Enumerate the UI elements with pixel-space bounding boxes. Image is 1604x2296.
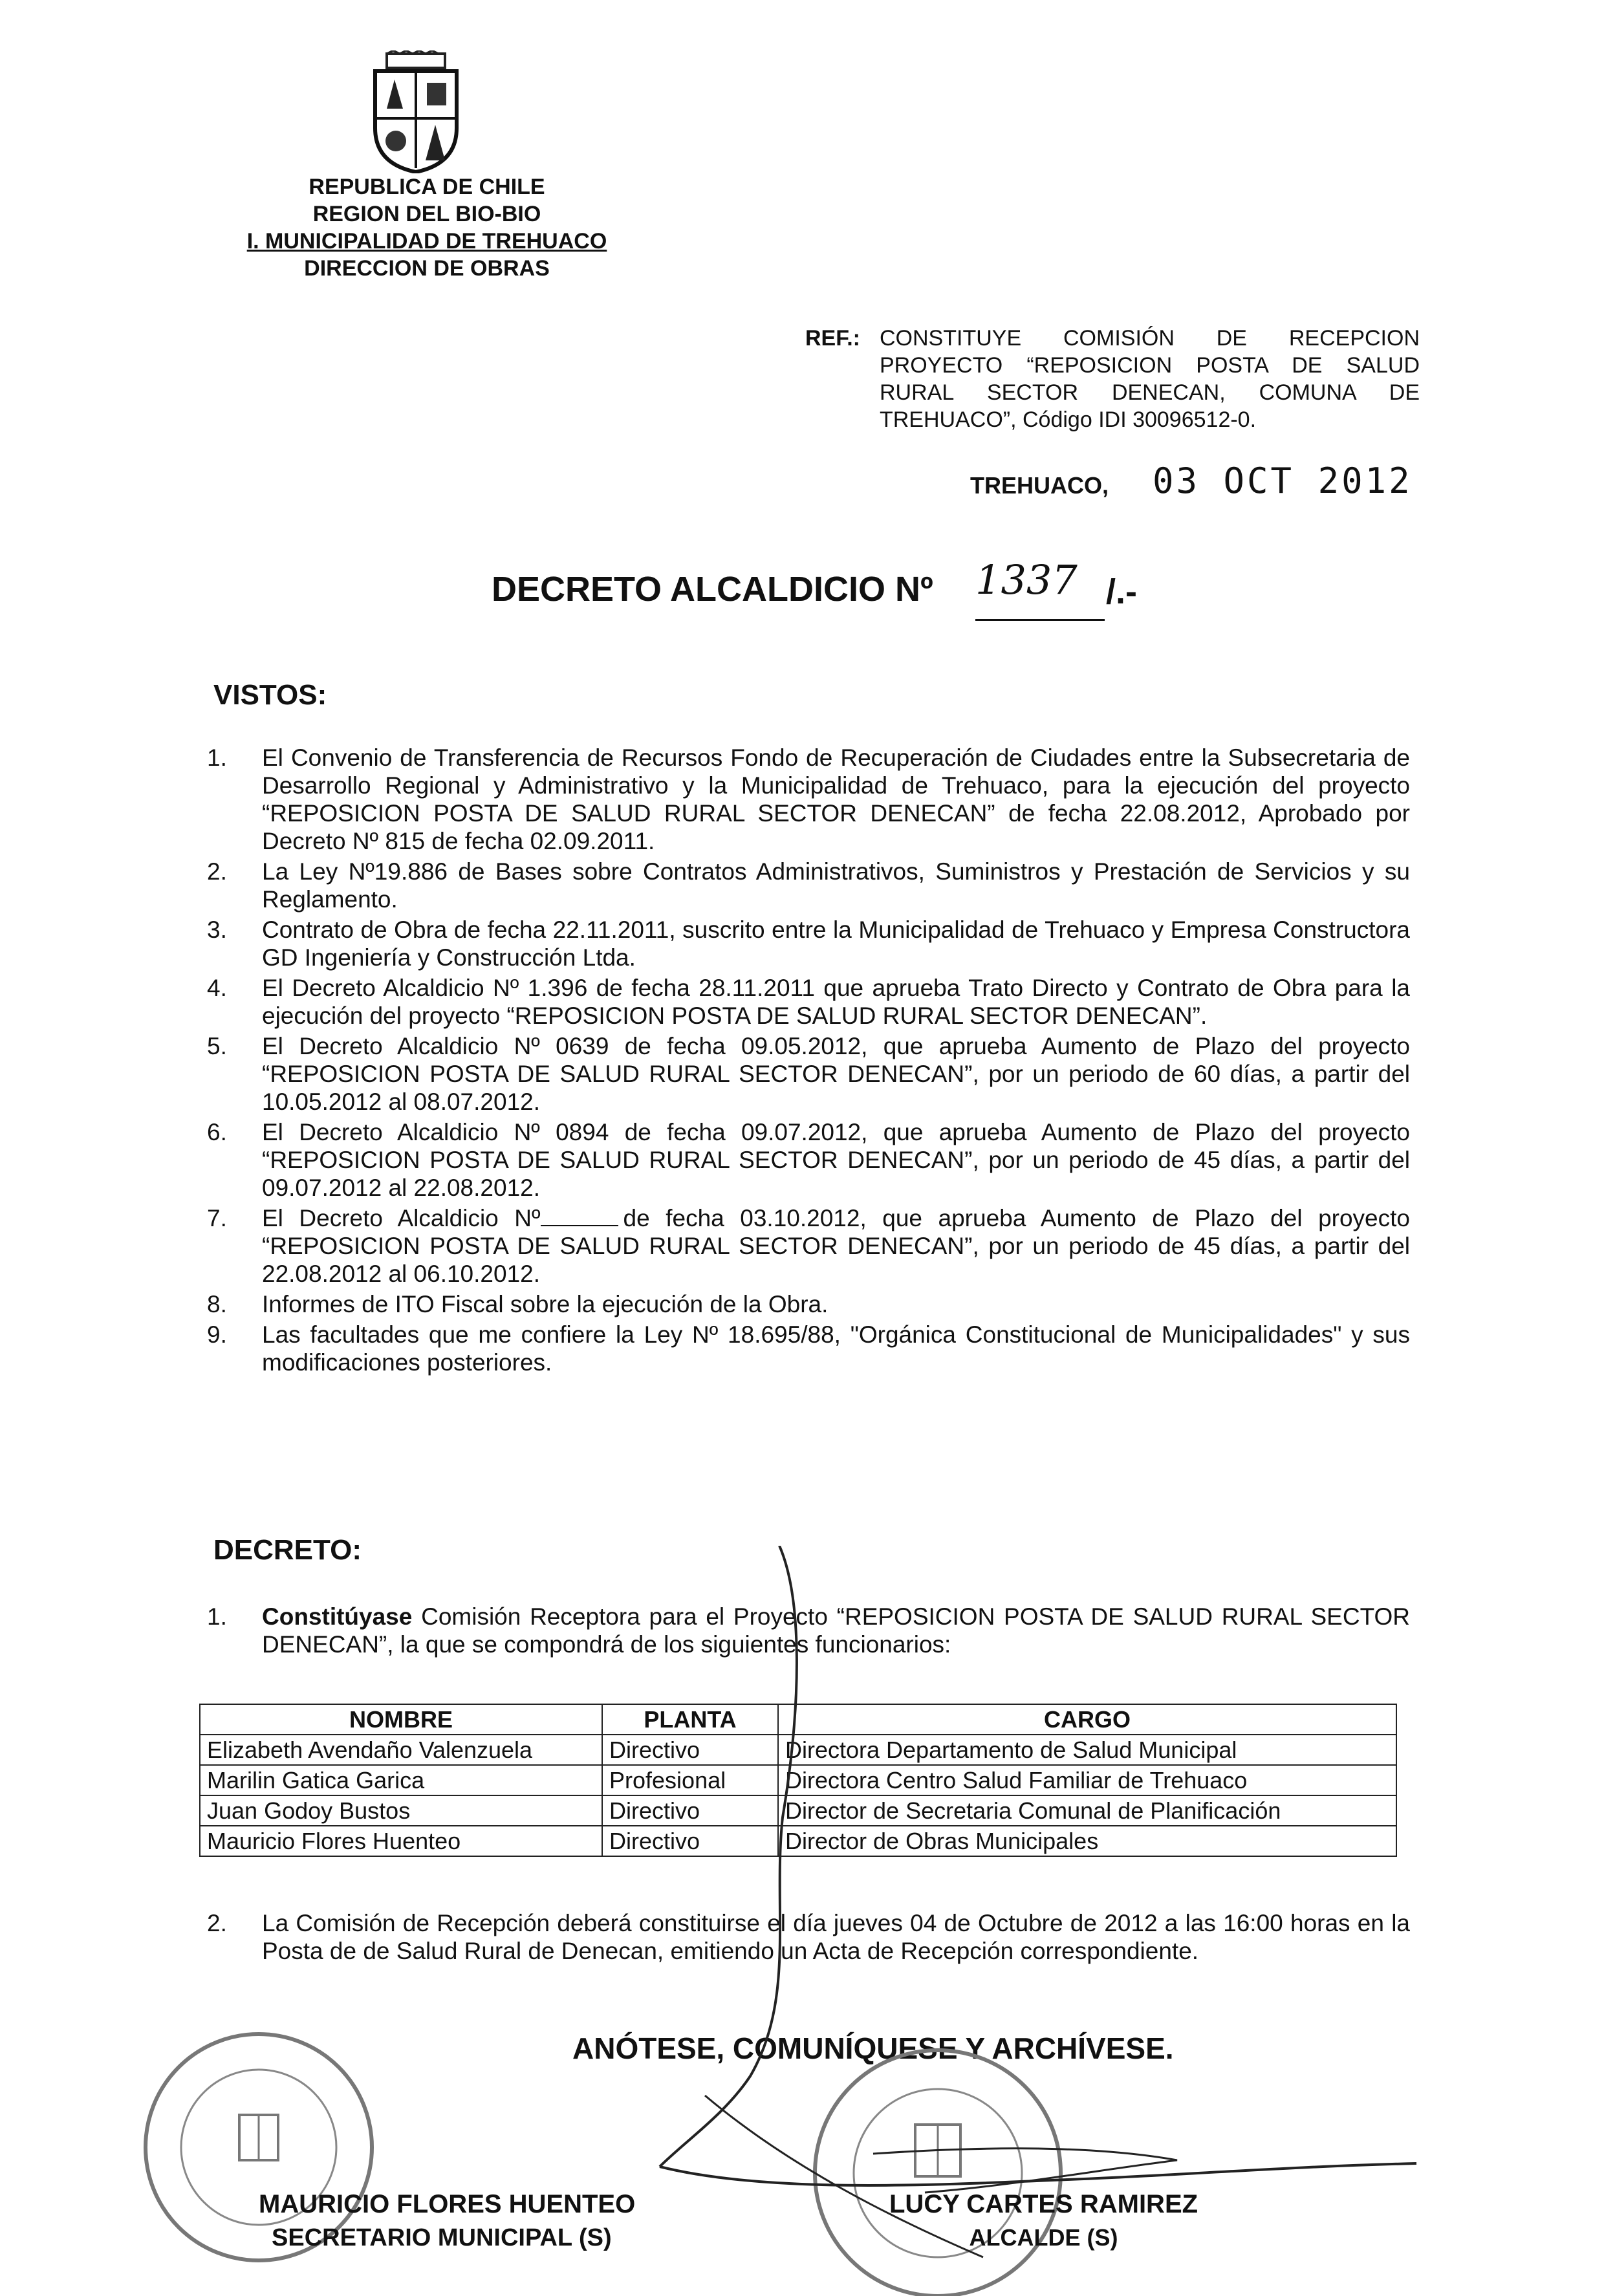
item-text-after: de fecha 03.10.2012, que aprueba Aumento de Plazo del proyecto “REPOSICION POSTA DE SALUD RURAL SECTOR DENECAN”, por un periodo de 45 días, a partir del 22.08.2012 al 06.10.2012. — [262, 1205, 1410, 1287]
table-cell: Director de Secretaria Comunal de Planificación — [778, 1795, 1396, 1826]
list-item — [207, 974, 1410, 1030]
table-cell: Directivo — [602, 1826, 778, 1856]
item-text: El Decreto Alcaldicio Nº 1.396 de fecha 28.11.2011 que aprueba Trato Directo y Contrato de Obra para la ejecución del proyecto “REPOSICION POSTA DE SALUD RURAL SECTOR DENECAN”. — [262, 975, 1410, 1029]
decreto-heading: DECRETO: — [213, 1534, 362, 1566]
table-cell: Directora Departamento de Salud Municipal — [778, 1735, 1396, 1765]
closing-formula: ANÓTESE, COMUNÍQUESE Y ARCHÍVESE. — [572, 2031, 1174, 2065]
item-text: Informes de ITO Fiscal sobre la ejecución de la Obra. — [262, 1291, 829, 1317]
item-number: 5. — [207, 1033, 227, 1059]
date-stamp: 03 OCT 2012 — [1153, 460, 1413, 501]
secretary-signature-block — [259, 2187, 635, 2255]
mayor-name: LUCY CARTES RAMIREZ — [889, 2190, 1198, 2218]
item-text: El Decreto Alcaldicio Nº 0639 de fecha 09.05.2012, que aprueba Aumento de Plazo del proyecto “REPOSICION POSTA DE SALUD RURAL SECTOR DENECAN”, por un periodo de 60 días, a partir del 10.05.2012 al 08.07.2012. — [262, 1033, 1410, 1115]
table-cell: Marilin Gatica Garica — [200, 1765, 602, 1795]
coat-of-arms-icon — [367, 50, 464, 173]
vistos-heading: VISTOS: — [213, 679, 327, 711]
letterhead-region: REGION DEL BIO-BIO — [312, 202, 541, 226]
item-text: Las facultades que me confiere la Ley Nº 18.695/88, "Orgánica Constitucional de Municipalidades" y sus modificaciones posteriores. — [262, 1321, 1410, 1376]
table-cell: Mauricio Flores Huenteo — [200, 1826, 602, 1856]
item-text: La Ley Nº19.886 de Bases sobre Contratos Administrativos, Suministros y Prestación de Servicios y su Reglamento. — [262, 858, 1410, 913]
item-number: 7. — [207, 1205, 227, 1231]
item-text: El Convenio de Transferencia de Recursos Fondo de Recuperación de Ciudades entre la Subsecretaria de Desarrollo Regional y Administrativo y la Municipalidad de Trehuaco, para la ejecución del proyecto “REPOSICION POSTA DE SALUD RURAL SECTOR DENECAN” de fecha 22.08.2012, Aprobado por Decreto Nº 815 de fecha 02.09.2011. — [262, 744, 1410, 854]
list-item — [207, 1321, 1410, 1376]
item-text: La Comisión de Recepción deberá constituirse el día jueves 04 de Octubre de 2012 a las 16:00 horas en la Posta de de Salud Rural de Denecan, emitiendo un Acta de Recepción correspondiente. — [262, 1910, 1410, 1964]
list-item — [207, 1204, 1410, 1288]
table-cell: Directivo — [602, 1735, 778, 1765]
table-cell: Elizabeth Avendaño Valenzuela — [200, 1735, 602, 1765]
table-cell: Directivo — [602, 1795, 778, 1826]
item-text-before: El Decreto Alcaldicio Nº — [262, 1205, 541, 1231]
secretary-role: SECRETARIO MUNICIPAL (S) — [272, 2224, 612, 2251]
decree-number-underline — [975, 619, 1105, 621]
item-text: El Decreto Alcaldicio Nº 0894 de fecha 09.07.2012, que aprueba Aumento de Plazo del proyecto “REPOSICION POSTA DE SALUD RURAL SECTOR DENECAN”, por un periodo de 45 días, a partir del 09.07.2012 al 22.08.2012. — [262, 1119, 1410, 1201]
table-cell: Profesional — [602, 1765, 778, 1795]
list-item — [207, 916, 1410, 971]
item-number: 1. — [207, 744, 227, 771]
item-number: 2. — [207, 1910, 227, 1936]
table-cell: Director de Obras Municipales — [778, 1826, 1396, 1856]
list-item — [207, 1290, 1410, 1318]
handwritten-decree-number: 1337 — [975, 556, 1078, 603]
decree-title: DECRETO ALCALDICIO Nº — [492, 570, 933, 609]
table-cell: Juan Godoy Bustos — [200, 1795, 602, 1826]
item-number: 1. — [207, 1603, 227, 1630]
column-header: PLANTA — [602, 1704, 778, 1735]
table-cell: Directora Centro Salud Familiar de Trehuaco — [778, 1765, 1396, 1795]
letterhead-department: DIRECCION DE OBRAS — [304, 256, 550, 281]
blank-number-field — [541, 1225, 618, 1226]
item-number: 3. — [207, 916, 227, 943]
letterhead — [207, 173, 647, 282]
column-header: NOMBRE — [200, 1704, 602, 1735]
vistos-list — [207, 744, 1410, 1379]
item-number: 6. — [207, 1119, 227, 1145]
mayor-signature-block — [889, 2187, 1198, 2255]
item-text: Contrato de Obra de fecha 22.11.2011, suscrito entre la Municipalidad de Trehuaco y Empresa Constructora GD Ingeniería y Construcción Ltda. — [262, 916, 1410, 971]
secretary-name: MAURICIO FLORES HUENTEO — [259, 2190, 636, 2218]
letterhead-municipality: I. MUNICIPALIDAD DE TREHUACO — [246, 229, 607, 254]
column-header: CARGO — [778, 1704, 1396, 1735]
list-item — [207, 1032, 1410, 1116]
list-item — [207, 1118, 1410, 1202]
item-text: Comisión Receptora para el Proyecto “REPOSICION POSTA DE SALUD RURAL SECTOR DENECAN”, la que se compondrá de los siguientes funcionarios: — [262, 1603, 1411, 1658]
item-bold-verb: Constitúyase — [262, 1603, 413, 1630]
reference-label: REF.: — [805, 326, 860, 351]
list-item — [207, 858, 1410, 913]
letterhead-country: REPUBLICA DE CHILE — [309, 175, 545, 199]
mayor-signature — [647, 1546, 1442, 2264]
reference-block — [805, 325, 1420, 433]
place-label: TREHUACO, — [970, 472, 1109, 499]
item-number: 9. — [207, 1321, 227, 1348]
list-item — [207, 744, 1410, 855]
decree-title-suffix: /.- — [1106, 572, 1137, 611]
mayor-role: ALCALDE (S) — [969, 2224, 1118, 2251]
item-number: 2. — [207, 858, 227, 885]
item-number: 4. — [207, 975, 227, 1001]
reference-text: CONSTITUYE COMISIÓN DE RECEPCION PROYECTO “REPOSICION POSTA DE SALUD RURAL SECTOR DENECAN, COMUNA DE TREHUACO”, Código IDI 30096512-0. — [880, 326, 1420, 432]
item-number: 8. — [207, 1291, 227, 1317]
